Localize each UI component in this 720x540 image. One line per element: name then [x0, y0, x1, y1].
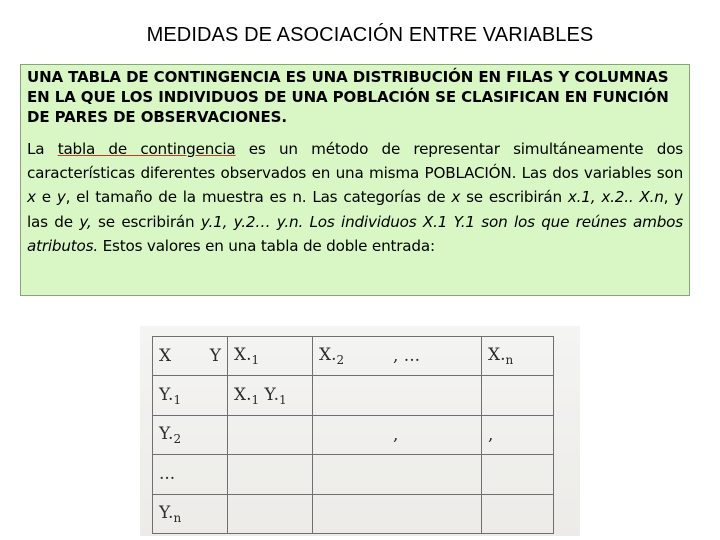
para-text: , y las de — [27, 188, 684, 231]
table-cell — [387, 455, 482, 494]
contingency-table-image — [140, 326, 580, 536]
table-row — [153, 376, 554, 415]
cell-text: X. — [234, 384, 252, 405]
definition-paragraph — [27, 137, 683, 258]
para-text: se escribirán — [460, 188, 568, 207]
col-label: X. — [234, 345, 252, 366]
para-text: e — [35, 188, 57, 207]
row-label: Y. — [159, 502, 174, 523]
row-sub: 1 — [173, 392, 182, 407]
table-cell — [313, 494, 388, 533]
table-cell — [313, 455, 388, 494]
cell-sub: 1 — [279, 392, 287, 407]
definition-heading: UNA TABLA DE CONTINGENCIA ES UNA DISTRIBUCIÓN EN FILAS Y COLUMNAS EN LA QUE LOS INDIVIDUOS DE UNA POBLACIÓN SE CLASIFICAN EN FUNCIÓN DE PARES DE OBSERVACIONES. — [27, 68, 669, 126]
table-cell — [313, 415, 388, 454]
cell-sub: 1 — [251, 392, 260, 407]
table-cell — [387, 494, 482, 533]
corner-x: X — [159, 346, 172, 367]
row-header — [153, 415, 228, 454]
col-sub: 2 — [336, 353, 345, 368]
column-header — [387, 337, 482, 376]
x-categories: x.1, x.2.. X.n — [567, 188, 664, 207]
table-cell — [228, 494, 313, 533]
row-header — [153, 376, 228, 415]
row-header — [153, 494, 228, 533]
para-text: , el tamaño de la muestra es n. Las categorías de — [65, 188, 452, 207]
corner-cell — [153, 337, 228, 376]
var-y: y, — [79, 212, 92, 231]
table-cell — [482, 415, 554, 454]
table-row — [153, 337, 554, 376]
para-text: Estos valores en una tabla de doble entrada: — [97, 236, 435, 255]
corner-y: Y — [209, 346, 221, 367]
var-x: x — [451, 188, 461, 207]
scan-mark: , — [393, 424, 399, 445]
var-y: y — [56, 188, 66, 207]
table-cell — [228, 455, 313, 494]
definition-box — [20, 64, 690, 296]
column-header — [482, 337, 554, 376]
column-header — [228, 337, 313, 376]
y-categories: y.1, y.2… y.n. Los individuos X.1 Y.1 son los que reúnes ambos atributos. — [27, 212, 683, 255]
col-label: X. — [488, 345, 506, 366]
col-label: X. — [319, 345, 337, 366]
column-header — [313, 337, 388, 376]
table-row — [153, 415, 554, 454]
contingency-table — [152, 336, 554, 534]
contingency-table-link[interactable]: tabla de contingencia — [57, 140, 236, 158]
cell-text: Y. — [259, 384, 279, 405]
table-row — [153, 494, 554, 533]
table-cell — [482, 494, 554, 533]
col-label: , ... — [393, 346, 421, 367]
para-text: se escribirán — [91, 212, 201, 231]
table-cell — [228, 415, 313, 454]
row-label: Y. — [159, 384, 174, 405]
table-cell — [313, 376, 388, 415]
page-title: MEDIDAS DE ASOCIACIÓN ENTRE VARIABLES — [146, 24, 594, 46]
table-cell — [228, 376, 313, 415]
row-sub: n — [173, 510, 182, 525]
para-text: es un método de representar simultáneamente dos características diferentes observados en una misma POBLACIÓN. Las dos variables son — [27, 140, 683, 183]
row-sub: 2 — [173, 431, 182, 446]
col-sub: n — [505, 353, 514, 368]
row-label: Y. — [159, 423, 174, 444]
row-label: ... — [159, 464, 176, 485]
row-header — [153, 455, 228, 494]
scan-mark: , — [488, 424, 494, 445]
table-cell — [482, 455, 554, 494]
table-cell — [387, 376, 482, 415]
table-cell — [387, 415, 482, 454]
var-x: x — [27, 188, 36, 207]
para-text: La — [27, 140, 58, 158]
table-row — [153, 455, 554, 494]
table-cell — [482, 376, 554, 415]
col-sub: 1 — [251, 353, 260, 368]
